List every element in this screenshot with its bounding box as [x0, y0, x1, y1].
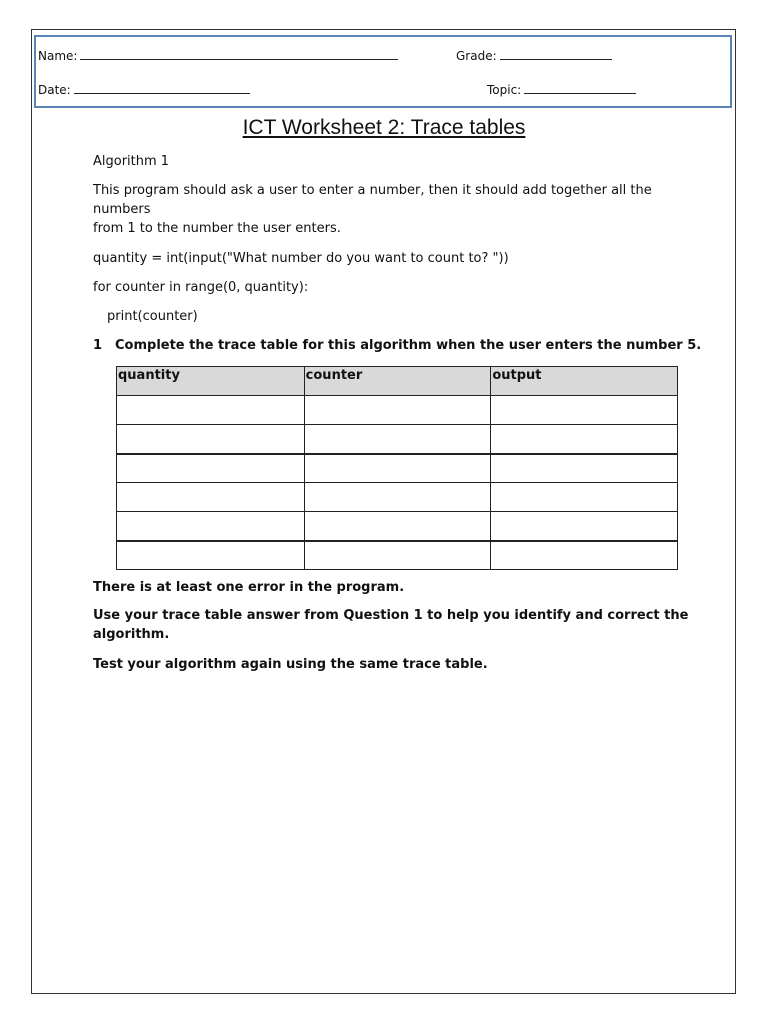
- name-blank-line[interactable]: [80, 48, 398, 60]
- grade-blank-line[interactable]: [500, 48, 612, 60]
- table-row: [117, 541, 678, 570]
- topic-field[interactable]: [487, 82, 636, 97]
- worksheet-title: ICT Worksheet 2: Trace tables: [242, 116, 526, 139]
- table-cell[interactable]: [491, 425, 678, 454]
- table-cell[interactable]: [491, 512, 678, 541]
- grade-label: Grade:: [456, 49, 497, 63]
- question-number: 1: [93, 338, 103, 353]
- code-line-input: quantity = int(input("What number do you want to count to? ")): [93, 251, 509, 266]
- table-row: [117, 512, 678, 541]
- table-row: [117, 454, 678, 483]
- date-blank-line[interactable]: [74, 82, 250, 94]
- topic-label: Topic:: [487, 83, 522, 97]
- name-field[interactable]: [38, 48, 398, 63]
- table-cell[interactable]: [304, 483, 491, 512]
- table-cell[interactable]: [117, 454, 305, 483]
- date-label: Date:: [38, 83, 71, 97]
- table-cell[interactable]: [117, 396, 305, 425]
- student-info-box: [34, 35, 732, 108]
- question-text: Complete the trace table for this algorithm when the user enters the number 5.: [115, 338, 702, 353]
- name-label: Name:: [38, 49, 78, 63]
- date-field[interactable]: [38, 82, 250, 97]
- table-cell[interactable]: [117, 541, 305, 570]
- table-row: [117, 425, 678, 454]
- table-cell[interactable]: [304, 396, 491, 425]
- code-line-print: print(counter): [107, 309, 198, 324]
- trace-table: [116, 366, 678, 570]
- table-cell[interactable]: [491, 483, 678, 512]
- table-cell[interactable]: [304, 454, 491, 483]
- column-header-counter: counter: [304, 367, 491, 396]
- algorithm-description-line: from 1 to the number the user enters.: [93, 221, 341, 236]
- table-cell[interactable]: [117, 425, 305, 454]
- column-header-output: output: [491, 367, 678, 396]
- table-cell[interactable]: [491, 454, 678, 483]
- correction-instruction-line: algorithm.: [93, 627, 170, 642]
- column-header-quantity: quantity: [117, 367, 305, 396]
- table-cell[interactable]: [491, 541, 678, 570]
- code-line-for-loop: for counter in range(0, quantity):: [93, 280, 309, 295]
- table-cell[interactable]: [304, 541, 491, 570]
- error-notice: There is at least one error in the program.: [93, 580, 405, 595]
- table-row: [117, 396, 678, 425]
- table-row: [117, 483, 678, 512]
- algorithm-heading: Algorithm 1: [93, 154, 170, 169]
- table-cell[interactable]: [117, 512, 305, 541]
- table-cell[interactable]: [117, 483, 305, 512]
- table-cell[interactable]: [304, 512, 491, 541]
- trace-table-header-row: [117, 367, 678, 396]
- table-cell[interactable]: [491, 396, 678, 425]
- table-cell[interactable]: [304, 425, 491, 454]
- retest-instruction: Test your algorithm again using the same trace table.: [93, 657, 488, 672]
- topic-blank-line[interactable]: [524, 82, 636, 94]
- algorithm-description-line: numbers: [93, 202, 151, 217]
- correction-instruction-line: Use your trace table answer from Question 1 to help you identify and correct the: [93, 608, 689, 623]
- algorithm-description-line: This program should ask a user to enter a number, then it should add together all the: [93, 183, 652, 198]
- grade-field[interactable]: [456, 48, 612, 63]
